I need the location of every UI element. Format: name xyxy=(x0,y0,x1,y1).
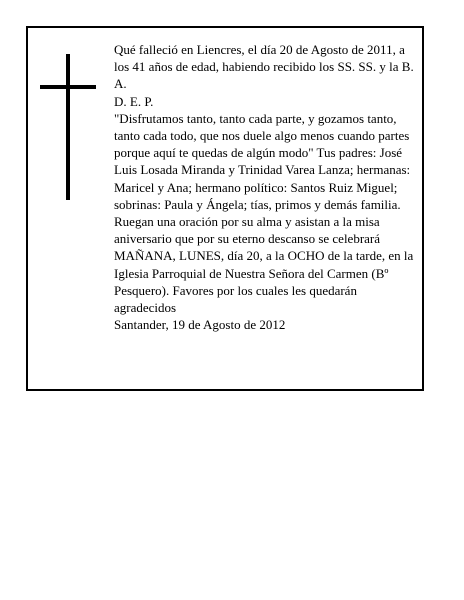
obituary-notice xyxy=(26,26,424,391)
cross-horizontal-bar xyxy=(40,85,96,89)
notice-place-date: Santander, 19 de Agosto de 2012 xyxy=(114,317,286,333)
notice-rip: D. E. P. xyxy=(114,93,154,109)
cross-vertical-bar xyxy=(66,54,70,200)
notice-message: "Disfrutamos tanto, tanto cada parte, y gozamos tanto, tanto cada todo, que nos duele algo menos cuando partes porque aquí te quedas de algún modo" Tus padres: José Luis Losada Miranda y Trinidad Varea Lanza; hermanas: Maricel y Ana; hermano político: Santos Ruiz Miguel; sobrinas: Paula y Ángela; tías, primos y demás familia. xyxy=(114,110,411,212)
notice-body xyxy=(114,41,422,333)
cross-icon xyxy=(40,54,96,200)
notice-request: Ruegan una oración por su alma y asistan a la misa aniversario que por su eterno descanso se celebrará MAÑANA, LUNES, día 20, a la OCHO de la tarde, en la Iglesia Parroquial de Nuestra Señora del Carmen (Bº Pesquero). Favores por los cuales les quedarán agradecidos xyxy=(114,214,414,316)
notice-intro: Qué falleció en Liencres, el día 20 de Agosto de 2011, a los 41 años de edad, habiendo recibido los SS. SS. y la B. A. xyxy=(114,42,414,92)
